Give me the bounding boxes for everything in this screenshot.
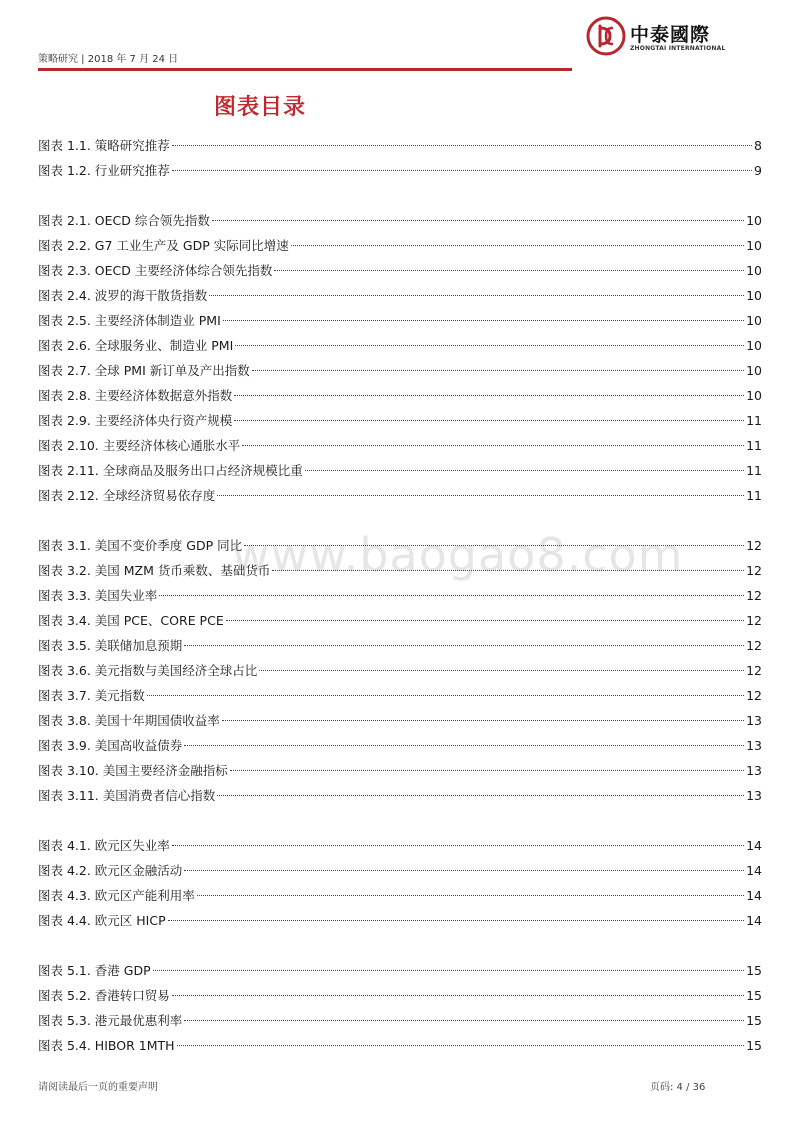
toc-entry-label: 图表 5.2. 香港转口贸易	[38, 988, 170, 1003]
toc-entry[interactable]	[38, 908, 762, 933]
toc-entry[interactable]	[38, 483, 762, 508]
toc-entry[interactable]	[38, 783, 762, 808]
toc-entry-page: 10	[746, 313, 762, 328]
footer-page-number: 页码: 4 / 36	[650, 1082, 706, 1093]
toc-entry-page: 10	[746, 288, 762, 303]
toc-entry[interactable]	[38, 458, 762, 483]
toc-entry-page: 12	[746, 688, 762, 703]
toc-entry-page: 10	[746, 238, 762, 253]
toc-entry-label: 图表 3.6. 美元指数与美国经济全球占比	[38, 663, 258, 678]
toc-entry[interactable]	[38, 158, 762, 183]
toc-entry[interactable]	[38, 633, 762, 658]
logo-english-text: ZHONGTAI INTERNATIONAL	[630, 45, 726, 52]
footer-disclaimer: 请阅读最后一页的重要声明	[38, 1082, 158, 1093]
toc-entry-page: 14	[746, 888, 762, 903]
toc-dot-leader	[226, 620, 744, 621]
toc-dot-leader	[242, 445, 744, 446]
toc-group	[38, 133, 762, 183]
toc-entry-label: 图表 3.8. 美国十年期国债收益率	[38, 713, 220, 728]
toc-entry-label: 图表 3.5. 美联储加息预期	[38, 638, 183, 653]
toc-dot-leader	[184, 745, 744, 746]
toc-entry[interactable]	[38, 208, 762, 233]
toc-entry-label: 图表 2.11. 全球商品及服务出口占经济规模比重	[38, 463, 303, 478]
toc-entry[interactable]	[38, 608, 762, 633]
toc-entry-page: 13	[746, 788, 762, 803]
toc-group	[38, 958, 762, 1058]
logo-mark-icon	[586, 16, 626, 56]
toc-dot-leader	[217, 495, 744, 496]
watermark: www.baogao8.com	[232, 528, 684, 582]
toc-dot-leader	[172, 845, 744, 846]
toc-entry-label: 图表 2.8. 主要经济体数据意外指数	[38, 388, 233, 403]
toc-dot-leader	[252, 370, 744, 371]
toc-dot-leader	[172, 995, 744, 996]
toc-entry-page: 13	[746, 713, 762, 728]
toc-entry-page: 15	[746, 1038, 762, 1053]
page-title: 图表目录	[213, 95, 306, 120]
toc-entry[interactable]	[38, 708, 762, 733]
toc-entry-label: 图表 5.3. 港元最优惠利率	[38, 1013, 183, 1028]
toc-entry-page: 10	[746, 338, 762, 353]
toc-entry[interactable]	[38, 133, 762, 158]
toc-entry-page: 13	[746, 763, 762, 778]
toc-entry-page: 12	[746, 638, 762, 653]
toc-entry[interactable]	[38, 733, 762, 758]
toc-entry[interactable]	[38, 1033, 762, 1058]
toc-dot-leader	[177, 1045, 745, 1046]
report-meta: 策略研究 | 2018 年 7 月 24 日	[38, 54, 179, 65]
toc-dot-leader	[172, 170, 752, 171]
toc-entry-label: 图表 3.11. 美国消费者信心指数	[38, 788, 216, 803]
toc-dot-leader	[274, 270, 744, 271]
toc-dot-leader	[305, 470, 744, 471]
toc-entry-page: 10	[746, 213, 762, 228]
toc-entry[interactable]	[38, 408, 762, 433]
toc-entry-page: 11	[746, 438, 762, 453]
toc-entry-label: 图表 3.4. 美国 PCE、CORE PCE	[38, 613, 224, 628]
toc-dot-leader	[291, 245, 744, 246]
toc-dot-leader	[212, 220, 744, 221]
toc-entry[interactable]	[38, 858, 762, 883]
toc-dot-leader	[168, 920, 744, 921]
toc-entry[interactable]	[38, 383, 762, 408]
toc-entry[interactable]	[38, 958, 762, 983]
toc-entry[interactable]	[38, 283, 762, 308]
toc-entry-label: 图表 4.1. 欧元区失业率	[38, 838, 170, 853]
toc-entry[interactable]	[38, 333, 762, 358]
toc-entry-label: 图表 2.7. 全球 PMI 新订单及产出指数	[38, 363, 250, 378]
toc-entry-page: 12	[746, 613, 762, 628]
toc-entry-page: 11	[746, 488, 762, 503]
toc-entry[interactable]	[38, 258, 762, 283]
toc-dot-leader	[234, 420, 744, 421]
toc-entry[interactable]	[38, 433, 762, 458]
toc-entry[interactable]	[38, 683, 762, 708]
toc-entry-label: 图表 2.12. 全球经济贸易依存度	[38, 488, 216, 503]
toc-entry-page: 11	[746, 463, 762, 478]
toc-entry-label: 图表 2.2. G7 工业生产及 GDP 实际同比增速	[38, 238, 289, 253]
toc-dot-leader	[234, 395, 744, 396]
toc-entry-page: 14	[746, 838, 762, 853]
toc-entry-page: 12	[746, 588, 762, 603]
logo-chinese-text: 中泰國際	[630, 24, 711, 46]
toc-entry-label: 图表 3.3. 美国失业率	[38, 588, 158, 603]
toc-entry-label: 图表 3.10. 美国主要经济金融指标	[38, 763, 228, 778]
toc-entry-page: 8	[754, 138, 762, 153]
toc-entry-page: 9	[754, 163, 762, 178]
toc-dot-leader	[222, 720, 744, 721]
toc-entry[interactable]	[38, 758, 762, 783]
toc-entry-label: 图表 5.1. 香港 GDP	[38, 963, 151, 978]
toc-entry-label: 图表 5.4. HIBOR 1MTH	[38, 1038, 175, 1053]
toc-entry-page: 14	[746, 913, 762, 928]
toc-group	[38, 833, 762, 933]
toc-entry-label: 图表 2.4. 波罗的海干散货指数	[38, 288, 208, 303]
toc-entry-page: 11	[746, 413, 762, 428]
toc-entry-label: 图表 1.2. 行业研究推荐	[38, 163, 170, 178]
toc-entry-page: 10	[746, 263, 762, 278]
toc-entry[interactable]	[38, 558, 762, 583]
toc-dot-leader	[244, 545, 744, 546]
toc-dot-leader	[209, 295, 744, 296]
toc-entry-label: 图表 2.1. OECD 综合领先指数	[38, 213, 210, 228]
table-of-figures	[38, 133, 762, 1083]
toc-dot-leader	[235, 345, 744, 346]
toc-dot-leader	[259, 670, 744, 671]
toc-entry-label: 图表 2.9. 主要经济体央行资产规模	[38, 413, 233, 428]
toc-dot-leader	[223, 320, 744, 321]
toc-entry[interactable]	[38, 833, 762, 858]
toc-entry-label: 图表 2.3. OECD 主要经济体综合领先指数	[38, 263, 273, 278]
toc-entry-label: 图表 4.3. 欧元区产能利用率	[38, 888, 195, 903]
toc-entry-label: 图表 4.2. 欧元区金融活动	[38, 863, 183, 878]
header-divider	[38, 68, 572, 71]
toc-entry[interactable]	[38, 533, 762, 558]
toc-entry[interactable]	[38, 358, 762, 383]
toc-entry-page: 10	[746, 388, 762, 403]
toc-dot-leader	[184, 870, 744, 871]
toc-entry[interactable]	[38, 233, 762, 258]
toc-entry-page: 15	[746, 963, 762, 978]
toc-entry-label: 图表 3.2. 美国 MZM 货币乘数、基础货币	[38, 563, 271, 578]
toc-entry[interactable]	[38, 883, 762, 908]
toc-entry-label: 图表 2.10. 主要经济体核心通胀水平	[38, 438, 241, 453]
toc-entry-page: 15	[746, 1013, 762, 1028]
toc-entry-label: 图表 4.4. 欧元区 HICP	[38, 913, 166, 928]
toc-dot-leader	[153, 970, 744, 971]
toc-entry-page: 15	[746, 988, 762, 1003]
toc-entry-label: 图表 3.9. 美国高收益债券	[38, 738, 183, 753]
toc-entry-page: 10	[746, 363, 762, 378]
toc-dot-leader	[147, 695, 744, 696]
toc-entry-page: 14	[746, 863, 762, 878]
toc-entry[interactable]	[38, 308, 762, 333]
toc-entry-label: 图表 1.1. 策略研究推荐	[38, 138, 170, 153]
toc-entry-page: 12	[746, 663, 762, 678]
toc-entry-page: 12	[746, 563, 762, 578]
toc-entry-page: 12	[746, 538, 762, 553]
toc-dot-leader	[172, 145, 752, 146]
toc-dot-leader	[217, 795, 744, 796]
toc-entry[interactable]	[38, 1008, 762, 1033]
toc-entry-label: 图表 3.1. 美国不变价季度 GDP 同比	[38, 538, 243, 553]
toc-dot-leader	[197, 895, 744, 896]
toc-dot-leader	[230, 770, 744, 771]
toc-entry-label: 图表 2.6. 全球服务业、制造业 PMI	[38, 338, 234, 353]
toc-entry[interactable]	[38, 658, 762, 683]
toc-dot-leader	[184, 645, 744, 646]
toc-entry[interactable]	[38, 583, 762, 608]
company-logo	[586, 14, 726, 58]
toc-dot-leader	[272, 570, 744, 571]
toc-group	[38, 208, 762, 508]
toc-entry[interactable]	[38, 983, 762, 1008]
toc-entry-page: 13	[746, 738, 762, 753]
toc-group	[38, 533, 762, 808]
toc-entry-label: 图表 3.7. 美元指数	[38, 688, 145, 703]
toc-dot-leader	[184, 1020, 744, 1021]
toc-dot-leader	[159, 595, 744, 596]
toc-entry-label: 图表 2.5. 主要经济体制造业 PMI	[38, 313, 221, 328]
